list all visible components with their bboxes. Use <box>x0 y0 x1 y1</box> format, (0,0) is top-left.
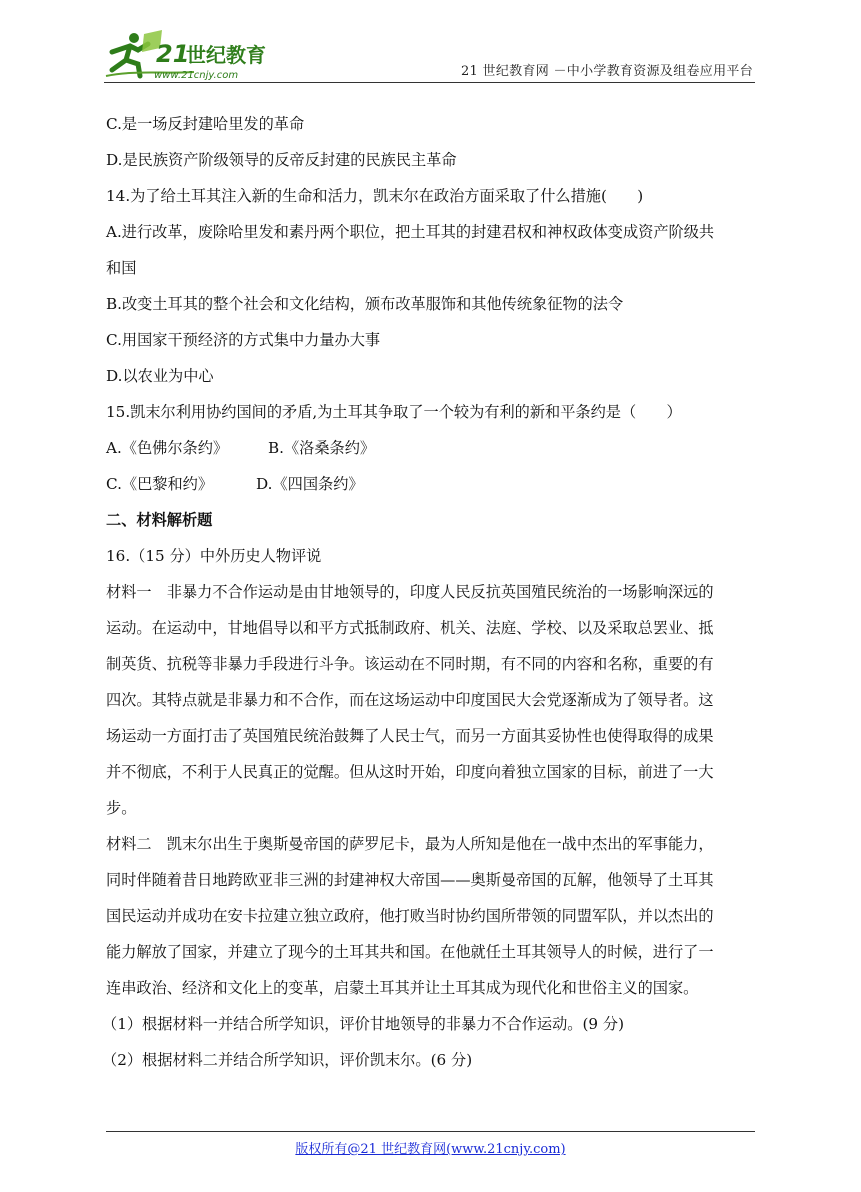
material-2-line: 能力解放了国家，并建立了现今的土耳其共和国。在他就任土耳其领导人的时候，进行了一 <box>106 943 714 961</box>
q15-stem: 15.凯末尔利用协约国间的矛盾,为土耳其争取了一个较为有利的新和平条约是（ ） <box>106 403 682 421</box>
runner-logo-icon <box>104 30 294 86</box>
material-1-line: 制英货、抗税等非暴力手段进行斗争。该运动在不同时期，有不同的内容和名称，重要的有 <box>106 655 714 673</box>
q14-option-c: C.用国家干预经济的方式集中力量办大事 <box>106 331 381 349</box>
svg-text:21: 21 <box>156 40 190 68</box>
svg-text:世纪教育: 世纪教育 <box>186 43 266 67</box>
material-2-line: 材料二 凯末尔出生于奥斯曼帝国的萨罗尼卡，最为人所知是他在一战中杰出的军事能力， <box>106 835 714 853</box>
material-1-line: 步。 <box>106 799 137 817</box>
svg-text:www.21cnjy.com: www.21cnjy.com <box>154 70 239 81</box>
material-2 <box>106 826 756 1006</box>
q14-option-a-line2: 和国 <box>106 259 137 277</box>
q15-option-b: B.《洛桑条约》 <box>268 439 376 457</box>
site-logo[interactable] <box>104 30 294 86</box>
q14-option-d: D.以农业为中心 <box>106 367 214 385</box>
q15-option-a: A.《色佛尔条约》 <box>106 439 229 457</box>
q15-options-row2 <box>106 466 756 502</box>
material-2-line: 连串政治、经济和文化上的变革，启蒙土耳其并让土耳其成为现代化和世俗主义的国家。 <box>106 979 699 997</box>
material-1-line: 并不彻底，不利于人民真正的觉醒。但从这时开始，印度向着独立国家的目标，前进了一大 <box>106 763 714 781</box>
footer-divider <box>106 1131 755 1132</box>
q16-sub-question-2: （2）根据材料二并结合所学知识，评价凯末尔。(6 分) <box>102 1051 473 1069</box>
material-1-line: 材料一 非暴力不合作运动是由甘地领导的，印度人民反抗英国殖民统治的一场影响深远的 <box>106 583 714 601</box>
q16-stem: 16.（15 分）中外历史人物评说 <box>106 547 322 565</box>
site-title: 21 世纪教育网 －中小学教育资源及组卷应用平台 <box>460 64 753 79</box>
material-2-line: 同时伴随着昔日地跨欧亚非三洲的封建神权大帝国——奥斯曼帝国的瓦解，他领导了土耳其 <box>106 871 714 889</box>
page-header <box>0 0 861 90</box>
material-1-line: 运动。在运动中，甘地倡导以和平方式抵制政府、机关、法庭、学校、以及采取总罢业、抵 <box>106 619 714 637</box>
q14-option-b: B.改变土耳其的整个社会和文化结构，颁布改革服饰和其他传统象征物的法令 <box>106 295 624 313</box>
q15-options-row1 <box>106 430 756 466</box>
q15-option-c: C.《巴黎和约》 <box>106 475 214 493</box>
q13-option-d: D.是民族资产阶级领导的反帝反封建的民族民主革命 <box>106 151 457 169</box>
header-divider <box>104 82 755 83</box>
q15-option-d: D.《四国条约》 <box>256 475 364 493</box>
q14-stem: 14.为了给土耳其注入新的生命和活力，凯末尔在政治方面采取了什么措施( ) <box>106 187 644 205</box>
q14-option-a-line1: A.进行改革，废除哈里发和素丹两个职位，把土耳其的封建君权和神权政体变成资产阶级共 <box>106 223 715 241</box>
footer-copyright-link[interactable]: 版权所有@21 世纪教育网(www.21cnjy.com) <box>295 1142 566 1157</box>
document-body <box>102 106 756 1078</box>
section-title: 二、材料解析题 <box>106 511 213 529</box>
material-1 <box>106 574 756 826</box>
material-1-line: 场运动一方面打击了英国殖民统治鼓舞了人民士气，而另一方面其妥协性也使得取得的成果 <box>106 727 714 745</box>
q16-sub-question-1: （1）根据材料一并结合所学知识，评价甘地领导的非暴力不合作运动。(9 分) <box>102 1015 625 1033</box>
material-1-line: 四次。其特点就是非暴力和不合作，而在这场运动中印度国民大会党逐渐成为了领导者。这 <box>106 691 714 709</box>
q13-option-c: C.是一场反封建哈里发的革命 <box>106 115 305 133</box>
material-2-line: 国民运动并成功在安卡拉建立独立政府，他打败当时协约国所带领的同盟军队，并以杰出的 <box>106 907 714 925</box>
